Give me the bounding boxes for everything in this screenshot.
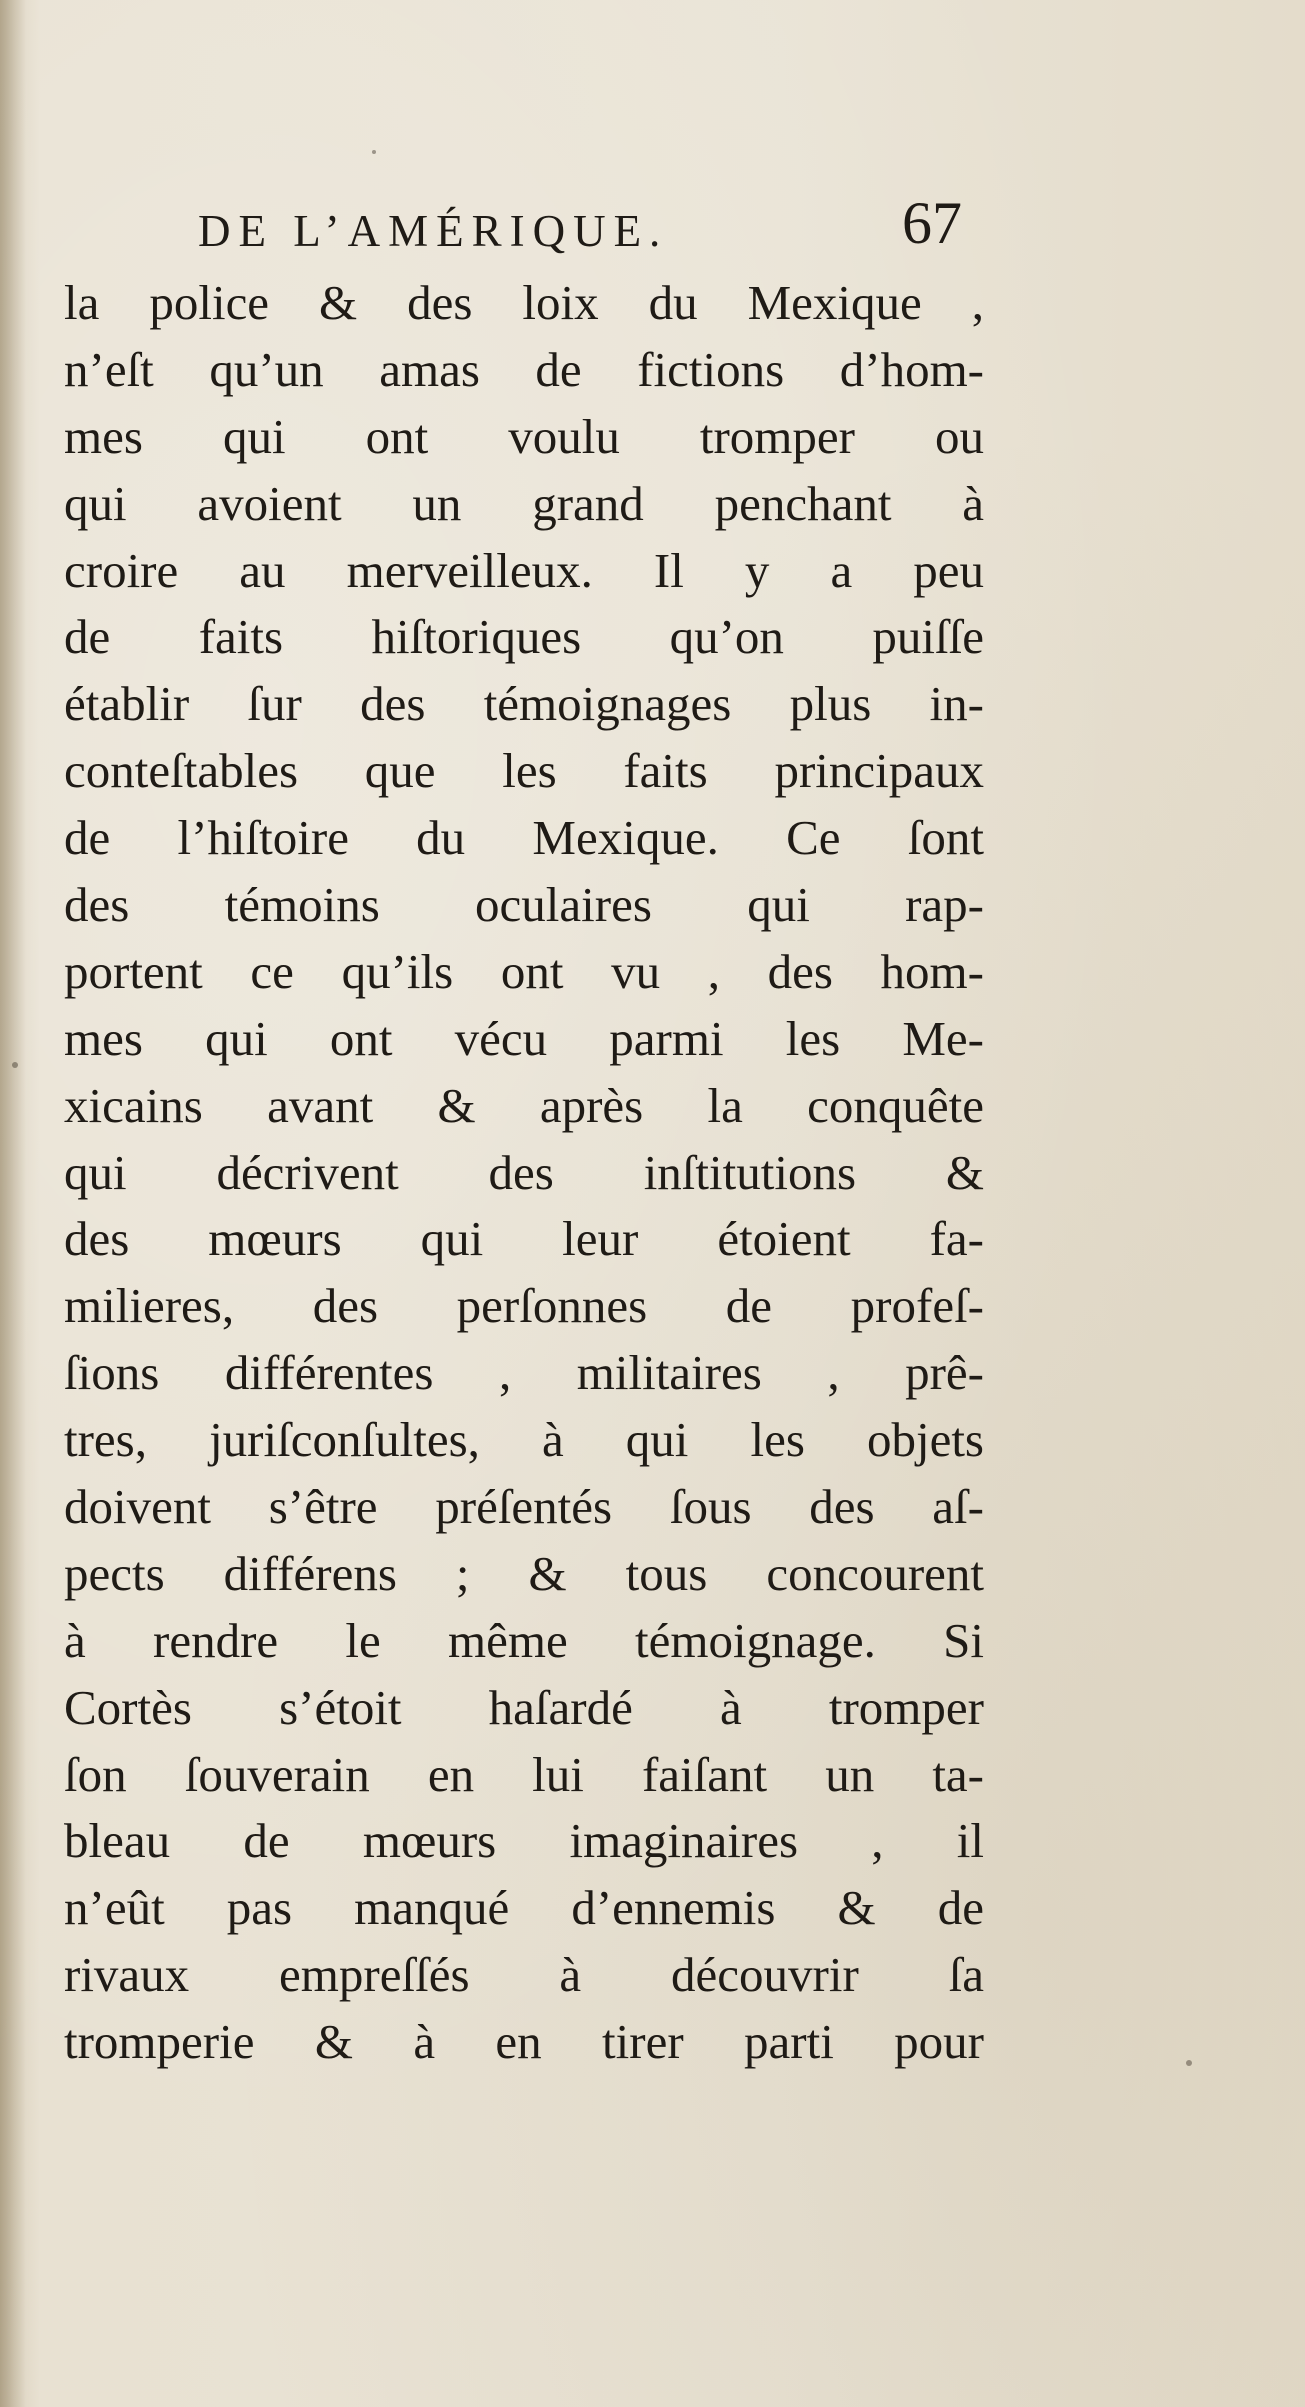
text-line: qui décrivent des inſtitutions & xyxy=(64,1144,984,1200)
text-line: à rendre le même témoignage. Si xyxy=(64,1612,984,1668)
page-header xyxy=(0,190,1305,266)
text-line: établir ſur des témoignages plus in- xyxy=(64,676,984,732)
text-line: ſon ſouverain en lui faiſant un ta- xyxy=(64,1746,984,1802)
body-text xyxy=(64,270,984,2076)
text-line: mes qui ont vécu parmi les Me- xyxy=(64,1010,984,1066)
paper-speck xyxy=(12,1062,18,1068)
text-line: la police & des loix du Mexique , xyxy=(64,275,984,330)
text-line: rivaux empreſſés à découvrir ſa xyxy=(64,1947,984,2003)
text-line: tres, juriſconſultes, à qui les objets xyxy=(64,1412,984,1468)
text-line: de faits hiſtoriques qu’on puiſſe xyxy=(64,609,984,665)
text-line: n’eſt qu’un amas de fictions d’hom- xyxy=(64,341,984,397)
text-line: portent ce qu’ils ont vu , des hom- xyxy=(64,943,984,999)
page-number: 67 xyxy=(902,190,962,256)
text-line: qui avoient un grand penchant à xyxy=(64,475,984,531)
paper-speck xyxy=(1186,2060,1192,2066)
text-line: croire au merveilleux. Il y a peu xyxy=(64,542,984,598)
running-head: DE L’AMÉRIQUE. xyxy=(198,206,669,256)
text-line: bleau de mœurs imaginaires , il xyxy=(64,1813,984,1869)
gutter-shadow xyxy=(0,0,26,2407)
text-line: pects différens ; & tous concourent xyxy=(64,1545,984,1601)
text-line: tromperie & à en tirer parti pour xyxy=(64,2014,984,2070)
text-line: Cortès s’étoit haſardé à tromper xyxy=(64,1679,984,1735)
paper-speck xyxy=(372,150,376,154)
text-line: des témoins oculaires qui rap- xyxy=(64,877,984,933)
text-line: de l’hiſtoire du Mexique. Ce ſont xyxy=(64,810,984,866)
text-line: xicains avant & après la conquête xyxy=(64,1077,984,1133)
text-line: mes qui ont voulu tromper ou xyxy=(64,408,984,464)
text-line: ſions différentes , militaires , prê- xyxy=(64,1345,984,1401)
text-line: n’eût pas manqué d’ennemis & de xyxy=(64,1880,984,1936)
text-line: des mœurs qui leur étoient fa- xyxy=(64,1211,984,1267)
text-line: conteſtables que les faits principaux xyxy=(64,743,984,799)
text-line: milieres, des perſonnes de profeſ- xyxy=(64,1278,984,1334)
text-line: doivent s’être préſentés ſous des aſ- xyxy=(64,1479,984,1535)
